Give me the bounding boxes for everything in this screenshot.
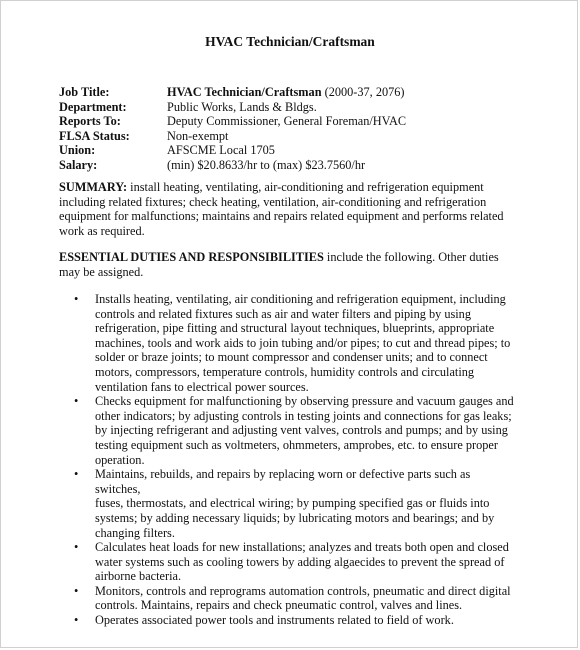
info-label: Salary: bbox=[59, 157, 98, 172]
info-label: Department: bbox=[59, 99, 127, 114]
duties-line bbox=[59, 265, 509, 280]
summary-text: work as required. bbox=[59, 223, 145, 238]
info-row bbox=[59, 129, 406, 144]
info-row bbox=[59, 143, 406, 158]
bullet-icon: • bbox=[74, 613, 79, 628]
list-item-line: motors, compressors, temperature controls, humidity controls and circulating bbox=[95, 364, 475, 379]
summary-paragraph bbox=[59, 180, 509, 238]
summary-line bbox=[59, 209, 509, 224]
bullet-icon: • bbox=[74, 540, 79, 555]
list-item-line: water systems such as cooling towers by adding algaecides to prevent the spread of bbox=[95, 554, 505, 569]
info-value bbox=[167, 143, 275, 158]
bullet-icon: • bbox=[74, 583, 79, 598]
info-row bbox=[59, 114, 406, 129]
list-item bbox=[74, 467, 515, 540]
summary-text: including related fixtures; check heating, ventilation, air-conditioning and refrigeration bbox=[59, 194, 487, 209]
list-item-line: solder or braze joints; to mount compressor and condenser units; and to connect bbox=[95, 350, 488, 365]
summary-line bbox=[59, 195, 509, 210]
info-row bbox=[59, 85, 406, 100]
list-item bbox=[74, 613, 515, 628]
document-title: HVAC Technician/Craftsman bbox=[205, 34, 375, 49]
info-label: Reports To: bbox=[59, 114, 121, 129]
list-item-line: operation. bbox=[95, 452, 145, 467]
list-item-line: Maintains, rebuilds, and repairs by replacing worn or defective parts such as switches, bbox=[95, 467, 471, 496]
list-item-line: Operates associated power tools and instruments related to field of work. bbox=[95, 613, 454, 628]
list-item bbox=[74, 292, 515, 394]
duties-line bbox=[59, 250, 509, 265]
list-item bbox=[74, 583, 515, 613]
summary-label: SUMMARY: bbox=[59, 180, 128, 194]
list-item-line: other indicators; by adjusting controls in testing joints and connections for gas leaks; bbox=[95, 408, 512, 423]
list-item-line: machines, tools and work aids to join tubing and/or pipes; to cut and thread pipes; to bbox=[95, 335, 511, 350]
duties-paragraph bbox=[59, 250, 509, 279]
duties-label: ESSENTIAL DUTIES AND RESPONSIBILITIES bbox=[59, 250, 324, 264]
list-item-line: refrigeration, pipe fitting and structural layout techniques, blueprints, appropriate bbox=[95, 321, 495, 336]
info-value bbox=[167, 114, 406, 129]
info-value-text: (2000-37, 2076) bbox=[321, 85, 405, 99]
list-item-line: controls and related fixtures such as air and water filters and piping by using bbox=[95, 306, 471, 321]
info-value bbox=[167, 85, 405, 100]
bullet-icon: • bbox=[74, 467, 79, 482]
bullet-icon: • bbox=[74, 394, 79, 409]
duties-text: may be assigned. bbox=[59, 264, 144, 279]
summary-line bbox=[59, 180, 509, 195]
info-label: Union: bbox=[59, 143, 96, 158]
list-item bbox=[74, 540, 515, 584]
list-item-line: fuses, thermostats, and electrical wiring; by pumping specified gas or fluids into bbox=[95, 496, 490, 511]
list-item-line: by injecting refrigerant and adjusting vent valves, controls and pumps; and by using bbox=[95, 423, 508, 438]
info-value-bold: HVAC Technician/Craftsman bbox=[167, 85, 322, 99]
info-value-text: Public Works, Lands & Bldgs. bbox=[167, 99, 317, 114]
list-item-line: changing filters. bbox=[95, 525, 175, 540]
info-value-text: Deputy Commissioner, General Foreman/HVAC bbox=[167, 114, 407, 129]
list-item-line: testing equipment such as voltmeters, ohmmeters, amprobes, etc. to ensure proper bbox=[95, 437, 498, 452]
info-value-text: Non-exempt bbox=[167, 128, 229, 143]
summary-text: equipment for malfunctions; maintains and repairs related equipment and performs related bbox=[59, 209, 504, 224]
duties-list bbox=[74, 292, 515, 628]
info-value bbox=[167, 129, 228, 144]
duties-text: include the following. Other duties bbox=[323, 250, 499, 264]
list-item-line: Installs heating, ventilating, air conditioning and refrigeration equipment, including bbox=[95, 292, 506, 306]
list-item-line: airborne bacteria. bbox=[95, 569, 182, 584]
list-item-line: Calculates heat loads for new installations; analyzes and treats both open and closed bbox=[95, 540, 509, 555]
info-row bbox=[59, 158, 406, 173]
list-item-line: Monitors, controls and reprograms automation controls, pneumatic and direct digital bbox=[95, 583, 511, 598]
info-row bbox=[59, 100, 406, 115]
summary-text: install heating, ventilating, air-conditioning and refrigeration equipment bbox=[127, 180, 484, 194]
list-item bbox=[74, 394, 515, 467]
info-label: FLSA Status: bbox=[59, 128, 130, 143]
job-info-table bbox=[59, 85, 406, 173]
list-item-line: Checks equipment for malfunctioning by observing pressure and vacuum gauges and bbox=[95, 394, 514, 409]
info-value bbox=[167, 158, 365, 173]
info-value-text: (min) $20.8633/hr to (max) $23.7560/hr bbox=[167, 157, 366, 172]
list-item-line: ventilation fans to electrical power sources. bbox=[95, 379, 309, 394]
list-item-line: controls. Maintains, repairs and check pneumatic control, valves and lines. bbox=[95, 598, 463, 613]
list-item-line: systems; by adding necessary liquids; by lubricating motors and bearings; and by bbox=[95, 510, 495, 525]
info-value-text: AFSCME Local 1705 bbox=[167, 143, 275, 158]
bullet-icon: • bbox=[74, 292, 79, 306]
info-value bbox=[167, 100, 317, 115]
info-label: Job Title: bbox=[59, 85, 110, 99]
summary-line bbox=[59, 224, 509, 239]
